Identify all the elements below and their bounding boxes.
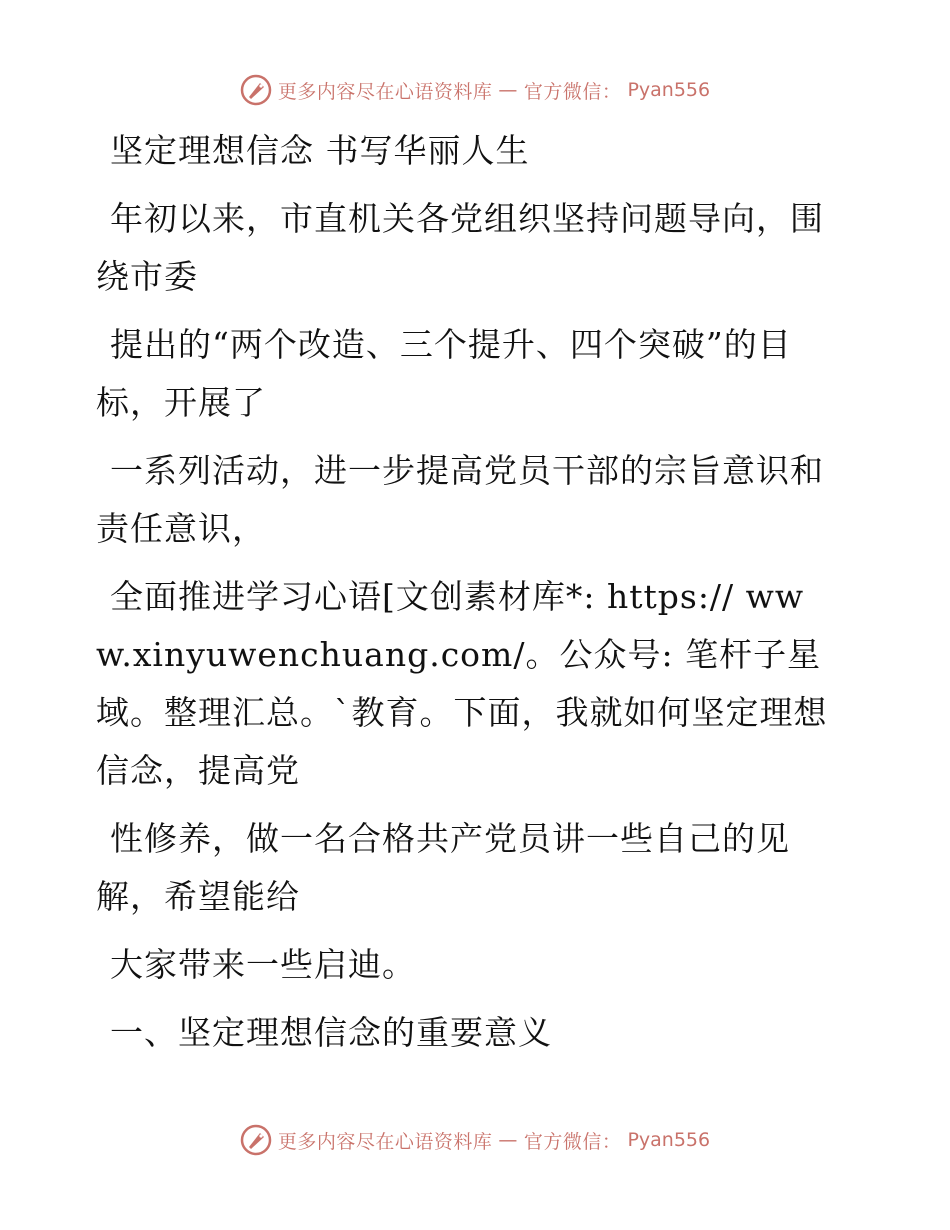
banner-wechat-label: 官方微信： xyxy=(523,1130,622,1153)
pen-nib-logo-icon xyxy=(240,1124,272,1156)
banner-wechat-id: Pyan556 xyxy=(627,1129,711,1151)
document-title: 坚定理想信念 书写华丽人生 xyxy=(110,131,530,170)
paragraph-2: 提出的“两个改造、三个提升、四个突破”的目标，开展了 xyxy=(96,325,792,422)
paragraph-1: 年初以来，市直机关各党组织坚持问题导向，围绕市委 xyxy=(96,199,824,296)
banner-wechat-label: 官方微信： xyxy=(523,80,622,103)
header-banner xyxy=(0,70,950,110)
banner-dash: — xyxy=(498,79,518,101)
document-body xyxy=(96,122,836,1062)
banner-promo-text: 更多内容尽在心语资料库 xyxy=(277,1130,493,1153)
pen-nib-logo-icon xyxy=(240,74,272,106)
paragraph-3: 一系列活动，进一步提高党员干部的宗旨意识和责任意识， xyxy=(96,451,824,548)
paragraph-5: 性修养，做一名合格共产党员讲一些自己的见解，希望能给 xyxy=(96,819,790,916)
paragraph-4: 全面推进学习心语[文创素材库*: https:// www.xinyuwenchuang.com/。公众号: 笔杆子星域。整理汇总。`教育。下面，我就如何坚定理想信念，提高党 xyxy=(96,577,828,790)
section-heading: 一、坚定理想信念的重要意义 xyxy=(110,1013,552,1052)
paragraph-6: 大家带来一些启迪。 xyxy=(110,945,416,984)
banner-promo-text: 更多内容尽在心语资料库 xyxy=(277,80,493,103)
banner-dash: — xyxy=(498,1129,518,1151)
banner-wechat-id: Pyan556 xyxy=(627,79,711,101)
footer-banner xyxy=(0,1120,950,1160)
